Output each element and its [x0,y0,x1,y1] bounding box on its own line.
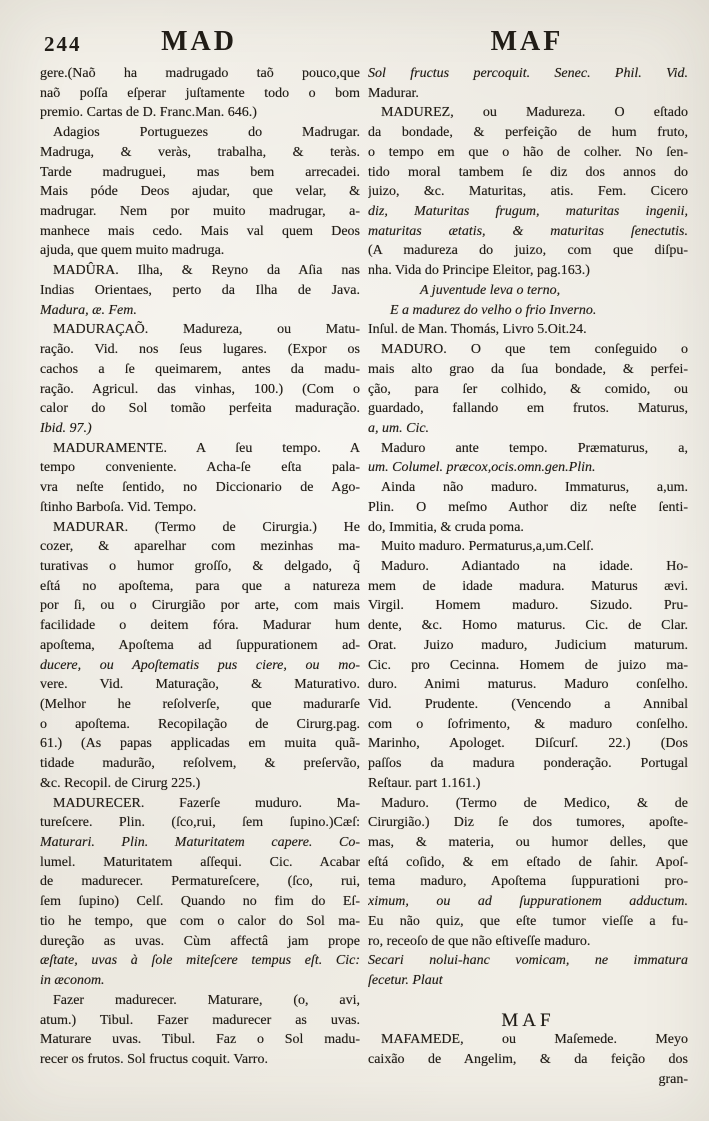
text-line: ximum, ou ad ſuppurationem adductum. [368,894,688,910]
text-line: ração. Vid. nos ſeus lugares. (Expor os [40,342,360,358]
text-line: ducere, ou Apoſtematis pus ciere, ou mo- [40,657,360,673]
text-line: maturitas ætatis, & maturitas ſenectutis. [368,223,688,239]
text-line: Virgil. Homem maduro. Sizudo. Pru- [368,598,688,614]
text-line: MADURECER. Fazerſe muduro. Ma- [53,795,360,811]
text-line: MADUREZ, ou Madureza. O eſtado [381,105,688,121]
text-line: vra neſte ſentido, no Diccionario de Ago- [40,480,360,496]
text-line: eſtá coſido, & em eſtado de ſahir. Apoſ- [368,854,688,870]
text-line: tido moral tambem ſe diz dos annos do [368,164,688,180]
running-head-left: MAD [161,26,237,57]
text-line: tema maduro, Apoſtema ſuppurationi pro- [368,874,688,890]
text-line: &c. Recopil. de Cirurg 225.) [40,775,201,791]
text-line: com o ſofrimento, & maduro conſelho. [368,716,688,732]
text-line: tempo conveniente. Acha-ſe eſta pala- [40,460,360,476]
text-line: manhece mais cedo. Mais val quem Deos [40,223,360,239]
text-line: Madura, æ. Fem. [40,302,137,318]
text-line: mem de idade madura. Maturus ævi. [368,578,688,594]
text-line: Maduro ante tempo. Præmaturus, a, [381,440,688,456]
text-line: 61.) (As papas applicadas em muita quã- [40,736,360,752]
text-line: o tempo em que o hão de colher. No ſen- [368,144,688,160]
text-line: Maturare uvas. Tibul. Faz o Sol madu- [40,1032,360,1048]
text-line: Plin. O meſmo Author diz neſte ſenti- [368,499,688,515]
text-line: vere. Vid. Maturação, & Maturativo. [40,677,360,693]
text-line: dente, &c. Homo maturus. Cic. de Clar. [368,618,688,634]
text-line: guardado, fallando em frutos. Maturus, [368,401,688,417]
text-line: de madurecer. Permatureſcere, (ſco, rui, [40,874,360,890]
text-line: æſtate, uvas à ſole miteſcere tempus eſt. Cic: [40,953,360,969]
text-line: Orat. Juizo maduro, Judicium maturum. [368,637,688,653]
text-line: MADURO. O que tem conſeguido o [381,342,688,358]
text-line: Ainda não maduro. Immaturus, a,um. [381,480,688,496]
text-line: Muito maduro. Permaturus,a,um.Celſ. [381,539,594,555]
text-line: gere.(Naõ ha madrugado taõ pouco,que [40,66,360,81]
text-line: apoſtema, Apoſtema ad ſuppurationem ad- [40,637,360,653]
text-line: Cirurgião.) Diz ſe dos tumores, apoſte- [368,815,688,831]
text-line: Fazer madurecer. Maturare, (o, avi, [53,992,360,1008]
text-line: MAFAMEDE, ou Maſemede. Meyo [381,1032,688,1048]
text-line: Madruga, & veràs, trabalha, & teràs. [40,144,360,160]
text-line: calor do Sol tomão perfeita maduração. [40,401,360,417]
text-line: Sol fructus percoquit. Senec. Phil. Vid. [368,66,688,81]
text-line: Inſul. de Man. Thomás, Livro 5.Oit.24. [368,322,587,338]
text-line [368,991,688,1011]
text-line: diz, Maturitas frugum, maturitas ingenii, [368,204,688,220]
page-number: 244 [44,32,82,56]
text-line: mas, & materia, ou humor delles, que [368,835,688,851]
text-line: lumel. Maturitatem aſſequi. Cic. Acabar [40,854,360,870]
text-line: dureção as uvas. Cùm affectâ jam prope [40,933,360,949]
text-line: atum.) Tibul. Fazer madurecer as uvas. [40,1012,360,1028]
text-line: duro. Animi maturus. Maduro conſelho. [368,677,688,693]
text-line: Maduro. (Termo de Medico, & de [381,795,688,811]
text-line: naõ poſſa eſperar juſtamente todo o bom [40,85,360,101]
text-line: cozer, & aparelhar com mezinhas ma- [40,539,360,555]
text-line: mais alto grao da ſua bondade, & perfei- [368,361,688,377]
text-line: caixão de Angelim, & da feição dos [368,1051,688,1067]
text-line: Madurar. [368,85,419,101]
text-line: Marinho, Apologet. Diſcurſ. 22.) (Dos [368,736,688,752]
text-line: paſſos da madura ponderação. Portugal [368,756,688,772]
text-line: Adagios Portuguezes do Madrugar. [53,125,360,141]
text-line: madrugar. Nem por muito madrugar, a- [40,204,360,220]
text-line: MADURAÇAÕ. Madureza, ou Matu- [53,322,360,338]
text-line: ajuda, que quem muito madruga. [40,243,225,259]
text-line: Ibid. 97.) [40,420,92,436]
text-line: Indias Orientaes, perto da Ilha de Java. [40,282,360,298]
text-line: Mais póde Deos ajudar, que velar, & [40,184,360,200]
text-line: do, Immitia, & cruda poma. [368,519,524,535]
text-line: da bondade, & perfeição de hum fruto, [368,125,688,141]
text-line: Maturari. Plin. Maturitatem capere. Co- [40,835,360,851]
text-line: ro, receoſo de que não eſtiveſſe maduro. [368,933,591,949]
left-column [40,64,360,1070]
text-line: nha. Vida do Principe Eleitor, pag.163.) [368,263,590,279]
text-line: facilidade o deitem fóra. Madurar hum [40,618,360,634]
text-line: (Melhor he reſolverſe, que madurarſe [40,697,360,712]
text-line: E a madurez do velho o frio Inverno. [390,302,597,318]
section-heading: MAF [501,1010,555,1031]
text-line: a, um. Cic. [368,420,430,436]
catchword: gran- [658,1071,688,1087]
text-line: ração. Agricul. das vinhas, 100.) (Com o [40,381,360,397]
text-line: tidade madurão, reſolvem, & preſervão, [40,756,360,772]
text-line: ſtinho Barboſa. Vid. Tempo. [40,499,197,515]
text-line: juizo, &c. Maturitas, atis. Fem. Cicero [368,184,688,200]
text-line: Reſtaur. part 1.161.) [368,775,481,791]
text-line: Tarde madruguei, mas bem arrecadei. [40,164,360,180]
text-line: ſecetur. Plaut [368,973,443,989]
text-line: tureſcere. Plin. (ſco,rui, ſem ſupino.)Cæſ: [40,815,360,831]
text-line: Secari nolui-hanc vomicam, ne immatura [368,953,688,969]
text-line: in æconom. [40,973,105,989]
text-line: MADURAR. (Termo de Cirurgia.) He [53,519,360,535]
text-line: o apoſtema. Recopilação de Cirurg.pag. [40,716,360,732]
text-line: por ſi, ou o Cirurgião por arte, com mais [40,598,360,614]
text-line: MADÛRA. Ilha, & Reyno da Aſia nas [53,263,360,279]
text-line: (A madureza do juizo, com que diſpu- [368,243,688,259]
text-line: premio. Cartas de D. Franc.Man. 646.) [40,105,257,121]
text-line: cachos a ſe queimarem, antes da madu- [40,361,360,377]
text-line: tio he tempo, que com o calor do Sol ma- [40,913,360,929]
text-line: ção, para ſer colhido, & comido, ou [368,381,688,397]
text-line: eſtá no apoſtema, para que a natureza [40,578,360,594]
text-line: Maduro. Adiantado na idade. Ho- [381,558,688,574]
running-head-right: MAF [490,26,564,57]
text-line: turativas o humor groſſo, & delgado, q̃ [40,558,360,574]
text-line: Eu não quiz, que eſte tumor vieſſe a fu- [368,913,688,929]
text-line: A juventude leva o terno, [420,282,561,298]
text-line: Vid. Prudente. (Vencendo a Annibal [368,697,688,712]
right-column [368,64,688,1089]
text-line: um. Columel. præcox,ocis.omn.gen.Plin. [368,460,596,476]
text-line: ſem ſupino) Celſ. Quando no fim do Eſ- [40,894,360,910]
text-line: Cic. pro Cecinna. Homem de juizo ma- [368,657,688,673]
text-line: recer os frutos. Sol fructus coquit. Varro. [40,1051,268,1067]
text-line: MADURAMENTE. A ſeu tempo. A [53,440,360,456]
